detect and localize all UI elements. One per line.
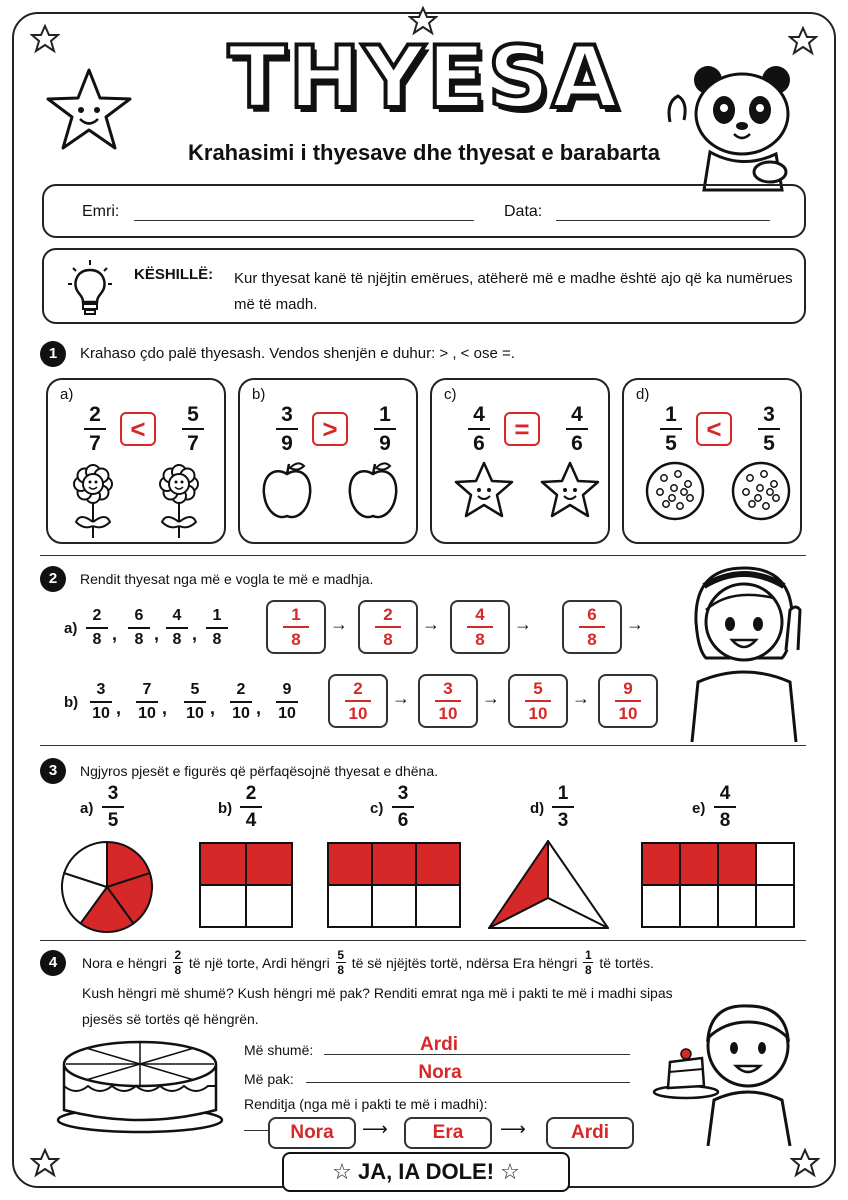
- least-label: Më pak:: [244, 1071, 294, 1087]
- fraction: [182, 404, 204, 454]
- fraction: [566, 404, 588, 454]
- numerator: 5: [190, 681, 200, 698]
- question-number: 4: [40, 950, 66, 976]
- cookie-icon: [644, 460, 706, 527]
- fraction-bar: [84, 428, 106, 430]
- denominator: 8: [212, 631, 222, 648]
- denominator: 5: [763, 432, 775, 455]
- numerator: 6: [134, 607, 144, 624]
- star-icon: [538, 460, 602, 525]
- fraction-bar: [136, 701, 158, 703]
- comma-separator: ,: [210, 698, 216, 718]
- grid-cell: [372, 885, 416, 927]
- denominator: 8: [134, 631, 144, 648]
- numerator: 2: [92, 607, 102, 624]
- grid-cell: [756, 843, 794, 885]
- comma-separator: ,: [116, 698, 122, 718]
- fraction-bar: [128, 627, 150, 629]
- denominator: 6: [571, 432, 583, 455]
- grid-cell: [328, 843, 372, 885]
- shaded-triangle[interactable]: [486, 838, 612, 932]
- fraction: [276, 404, 298, 454]
- denominator: 8: [92, 631, 102, 648]
- most-answer: Ardi: [420, 1034, 458, 1055]
- comma-separator: ,: [162, 698, 168, 718]
- denominator: 10: [138, 705, 156, 722]
- fraction-bar: [392, 806, 414, 808]
- numerator: 3: [281, 403, 293, 426]
- item-letter: c): [444, 386, 457, 403]
- q4-text: të tortës.: [599, 954, 654, 971]
- apple-icon: [260, 460, 314, 527]
- numerator: 5: [187, 403, 199, 426]
- comparison-sign-box[interactable]: <: [120, 412, 156, 446]
- denominator: 9: [379, 432, 391, 455]
- denominator: 10: [528, 704, 548, 723]
- denominator: 8: [291, 630, 301, 649]
- denominator: 8: [719, 810, 731, 831]
- fraction: [435, 680, 461, 722]
- apple-icon: [346, 460, 400, 527]
- question-number: 2: [40, 566, 66, 592]
- numerator: 3: [443, 679, 453, 698]
- comparison-sign-box[interactable]: >: [312, 412, 348, 446]
- numerator: 4: [719, 783, 731, 804]
- fraction-bar: [375, 626, 401, 628]
- cookie-icon: [730, 460, 792, 527]
- fraction: [283, 606, 309, 648]
- denominator: 8: [383, 630, 393, 649]
- arrow-icon: →: [514, 614, 532, 634]
- fraction: [166, 608, 188, 648]
- fraction: [374, 404, 396, 454]
- numerator: 4: [571, 403, 583, 426]
- q4-line2: Kush hëngri më shumë? Kush hëngri më pak? Renditi emrat nga më i pakti te më i madhi sipas: [82, 985, 673, 1001]
- q4-line3: pjesës së tortës që hëngrën.: [82, 1011, 259, 1027]
- order-answer-1[interactable]: Nora: [268, 1117, 356, 1149]
- fraction: [240, 784, 262, 830]
- star-icon: ☆: [494, 1159, 520, 1184]
- denominator: 8: [475, 630, 485, 649]
- fraction-bar: [283, 626, 309, 628]
- q3-instruction: Ngjyros pjesët e figurës që përfaqësojnë thyesat e dhëna.: [80, 763, 439, 779]
- section-divider: [40, 940, 806, 941]
- ordered-fraction-box[interactable]: [328, 674, 388, 728]
- denominator: 5: [107, 810, 119, 831]
- fraction-bar: [374, 428, 396, 430]
- denominator: 10: [438, 704, 458, 723]
- grid-cell: [372, 843, 416, 885]
- fraction-bar: [758, 428, 780, 430]
- student-info-box: [42, 184, 806, 238]
- star-icon: ☆: [332, 1159, 358, 1184]
- q4-text: të një torte, Ardi hëngri: [188, 954, 330, 971]
- denominator: 10: [232, 705, 250, 722]
- denominator: 6: [473, 432, 485, 455]
- star-icon: [790, 1148, 820, 1178]
- fraction: [468, 404, 490, 454]
- grid-cell: [680, 843, 718, 885]
- section-divider: [40, 745, 806, 746]
- shaded-circle[interactable]: [58, 838, 156, 936]
- most-label: Më shumë:: [244, 1042, 314, 1058]
- arrow-icon: →: [626, 614, 644, 634]
- denominator: 7: [187, 432, 199, 455]
- lightbulb-icon: [62, 258, 118, 316]
- fraction: [525, 680, 551, 722]
- ordered-fraction-box[interactable]: [598, 674, 658, 728]
- order-answer-2[interactable]: Era: [404, 1117, 492, 1149]
- flower-icon: [154, 460, 204, 545]
- denominator: 6: [397, 810, 409, 831]
- numerator: 1: [212, 607, 222, 624]
- numerator: 4: [172, 607, 182, 624]
- denominator: 7: [89, 432, 101, 455]
- denominator: 10: [186, 705, 204, 722]
- order-answer-3[interactable]: Ardi: [546, 1117, 634, 1149]
- date-field[interactable]: [556, 220, 770, 221]
- q2-instruction: Rendit thyesat nga më e vogla te më e madhja.: [80, 571, 374, 587]
- fraction: [758, 404, 780, 454]
- denominator: 8: [587, 630, 597, 649]
- fraction: [276, 682, 298, 722]
- order-line: [244, 1130, 268, 1131]
- numerator: 9: [623, 679, 633, 698]
- page-title: THYESA: [227, 28, 621, 128]
- flower-icon: [68, 460, 118, 545]
- fraction: [230, 682, 252, 722]
- fraction-bar: [714, 806, 736, 808]
- order-label: Renditja (nga më i pakti te më i madhi):: [244, 1096, 488, 1112]
- star-icon: [30, 1148, 60, 1178]
- footer-text: JA, IA DOLE!: [357, 1159, 495, 1184]
- denominator: 10: [278, 705, 296, 722]
- shaded-grid-4x2[interactable]: [640, 841, 796, 929]
- comparison-card: [238, 378, 418, 544]
- fraction-bar: [525, 700, 551, 702]
- item-letter: b): [252, 386, 266, 403]
- shape-letter: a): [80, 800, 94, 817]
- question-number: 3: [40, 758, 66, 784]
- grid-cell: [680, 885, 718, 927]
- fraction-bar: [166, 627, 188, 629]
- fraction: [660, 404, 682, 454]
- numerator: 9: [282, 681, 292, 698]
- q4-text: të së njëjtës tortë, ndërsa Era hëngri: [351, 954, 578, 971]
- fraction: [90, 682, 112, 722]
- q4-line1: [82, 949, 654, 976]
- denominator: 10: [348, 704, 368, 723]
- comma-separator: ,: [192, 624, 198, 644]
- item-letter: d): [636, 386, 650, 403]
- grid-cell: [416, 885, 460, 927]
- fraction: [392, 784, 414, 830]
- numerator: 2: [383, 605, 393, 624]
- page-subtitle: Krahasimi i thyesave dhe thyesat e barabarta: [188, 140, 660, 165]
- grid-cell: [642, 843, 680, 885]
- grid-cell: [718, 843, 756, 885]
- grid-cell: [200, 885, 246, 927]
- grid-cell: [416, 843, 460, 885]
- numerator: 3: [763, 403, 775, 426]
- grid-cell: [200, 843, 246, 885]
- girl-icon: [674, 558, 814, 742]
- denominator: 3: [557, 810, 569, 831]
- fraction-bar: [102, 806, 124, 808]
- denominator: 5: [665, 432, 677, 455]
- footer-banner: [282, 1152, 570, 1192]
- denominator: 10: [92, 705, 110, 722]
- fraction: [615, 680, 641, 722]
- boy-icon: [652, 996, 808, 1146]
- fraction: [467, 606, 493, 648]
- fraction-bar: [435, 700, 461, 702]
- fraction: 2 8: [174, 948, 182, 977]
- row-letter: b): [64, 694, 79, 711]
- comma-separator: ,: [154, 624, 160, 644]
- comparison-sign-box[interactable]: =: [504, 412, 540, 446]
- comparison-sign-box[interactable]: <: [696, 412, 732, 446]
- fraction-bar: [552, 806, 574, 808]
- grid-cell: [756, 885, 794, 927]
- comma-separator: ,: [112, 624, 118, 644]
- fraction-bar: [184, 701, 206, 703]
- tip-label: KËSHILLË:: [134, 266, 214, 283]
- fraction-bar: [206, 627, 228, 629]
- fraction-bar: [467, 626, 493, 628]
- shape-letter: b): [218, 800, 233, 817]
- fraction-bar: [615, 700, 641, 702]
- fraction-bar: [276, 701, 298, 703]
- fraction-bar: [86, 627, 108, 629]
- shaded-grid-2x2[interactable]: [198, 841, 294, 929]
- fraction: [102, 784, 124, 830]
- comparison-card: [622, 378, 802, 544]
- denominator: 9: [281, 432, 293, 455]
- row-letter: a): [64, 620, 78, 637]
- numerator: 3: [96, 681, 106, 698]
- q1-instruction: Krahaso çdo palë thyesash. Vendos shenjën e duhur: > , < ose =.: [80, 345, 515, 362]
- ordered-fraction-box[interactable]: [266, 600, 326, 654]
- numerator: 2: [245, 783, 257, 804]
- fraction: [552, 784, 574, 830]
- fraction: 5 8: [337, 948, 345, 977]
- numerator: 1: [665, 403, 677, 426]
- name-label: Emri:: [82, 203, 120, 220]
- arrow-icon: →: [482, 688, 500, 708]
- ordered-fraction-box[interactable]: [508, 674, 568, 728]
- fraction: 1 8: [585, 948, 592, 977]
- fraction-bar: [90, 701, 112, 703]
- arrow-icon: →: [392, 688, 410, 708]
- fraction: [714, 784, 736, 830]
- grid-cell: [328, 885, 372, 927]
- arrow-icon: →: [422, 614, 440, 634]
- fraction-bar: [579, 626, 605, 628]
- q4-text: Nora e hëngri: [82, 954, 167, 971]
- numerator: 5: [533, 679, 543, 698]
- grid-cell: [642, 885, 680, 927]
- denominator: 8: [172, 631, 182, 648]
- shaded-grid-3x2[interactable]: [326, 841, 462, 929]
- cake-icon: [52, 1030, 228, 1134]
- fraction-bar: [566, 428, 588, 430]
- shape-letter: d): [530, 800, 545, 817]
- fraction: [128, 608, 150, 648]
- numerator: 4: [475, 605, 485, 624]
- least-answer: Nora: [418, 1062, 462, 1083]
- shape-letter: e): [692, 800, 706, 817]
- grid-cell: [718, 885, 756, 927]
- numerator: 7: [142, 681, 152, 698]
- numerator: 1: [291, 605, 301, 624]
- fraction: [579, 606, 605, 648]
- numerator: 1: [557, 783, 569, 804]
- fraction: [136, 682, 158, 722]
- comma-separator: ,: [256, 698, 262, 718]
- arrow-icon: ⟶: [500, 1119, 526, 1139]
- ordered-fraction-box[interactable]: [562, 600, 622, 654]
- fraction-bar: [230, 701, 252, 703]
- fraction: [206, 608, 228, 648]
- grid-cell: [246, 843, 292, 885]
- star-icon: [452, 460, 516, 525]
- tip-text: Kur thyesat kanë të njëjtin emërues, atëherë më e madhe është ajo që ka numërues më të madh.: [234, 270, 793, 313]
- arrow-icon: →: [330, 614, 348, 634]
- date-label: Data:: [504, 203, 543, 220]
- fraction-bar: [660, 428, 682, 430]
- numerator: 3: [107, 783, 119, 804]
- fraction-bar: [345, 700, 371, 702]
- name-field[interactable]: [134, 220, 474, 221]
- numerator: 1: [379, 403, 391, 426]
- item-letter: a): [60, 386, 74, 403]
- numerator: 2: [353, 679, 363, 698]
- numerator: 3: [397, 783, 409, 804]
- numerator: 4: [473, 403, 485, 426]
- question-number: 1: [40, 341, 66, 367]
- ordered-fraction-box[interactable]: [418, 674, 478, 728]
- ordered-fraction-box[interactable]: [450, 600, 510, 654]
- numerator: 6: [587, 605, 597, 624]
- fraction-bar: [276, 428, 298, 430]
- tip-box: [42, 248, 806, 324]
- fraction-bar: [182, 428, 204, 430]
- denominator: 10: [618, 704, 638, 723]
- fraction: [84, 404, 106, 454]
- comparison-card: [430, 378, 610, 544]
- fraction: [375, 606, 401, 648]
- numerator: 2: [89, 403, 101, 426]
- arrow-icon: ⟶: [362, 1119, 388, 1139]
- fraction-bar: [240, 806, 262, 808]
- numerator: 2: [236, 681, 246, 698]
- section-divider: [40, 555, 806, 556]
- ordered-fraction-box[interactable]: [358, 600, 418, 654]
- fraction: [184, 682, 206, 722]
- arrow-icon: →: [572, 688, 590, 708]
- grid-cell: [246, 885, 292, 927]
- comparison-card: [46, 378, 226, 544]
- shape-letter: c): [370, 800, 384, 817]
- denominator: 4: [245, 810, 257, 831]
- fraction-bar: [468, 428, 490, 430]
- fraction: [86, 608, 108, 648]
- fraction: [345, 680, 371, 722]
